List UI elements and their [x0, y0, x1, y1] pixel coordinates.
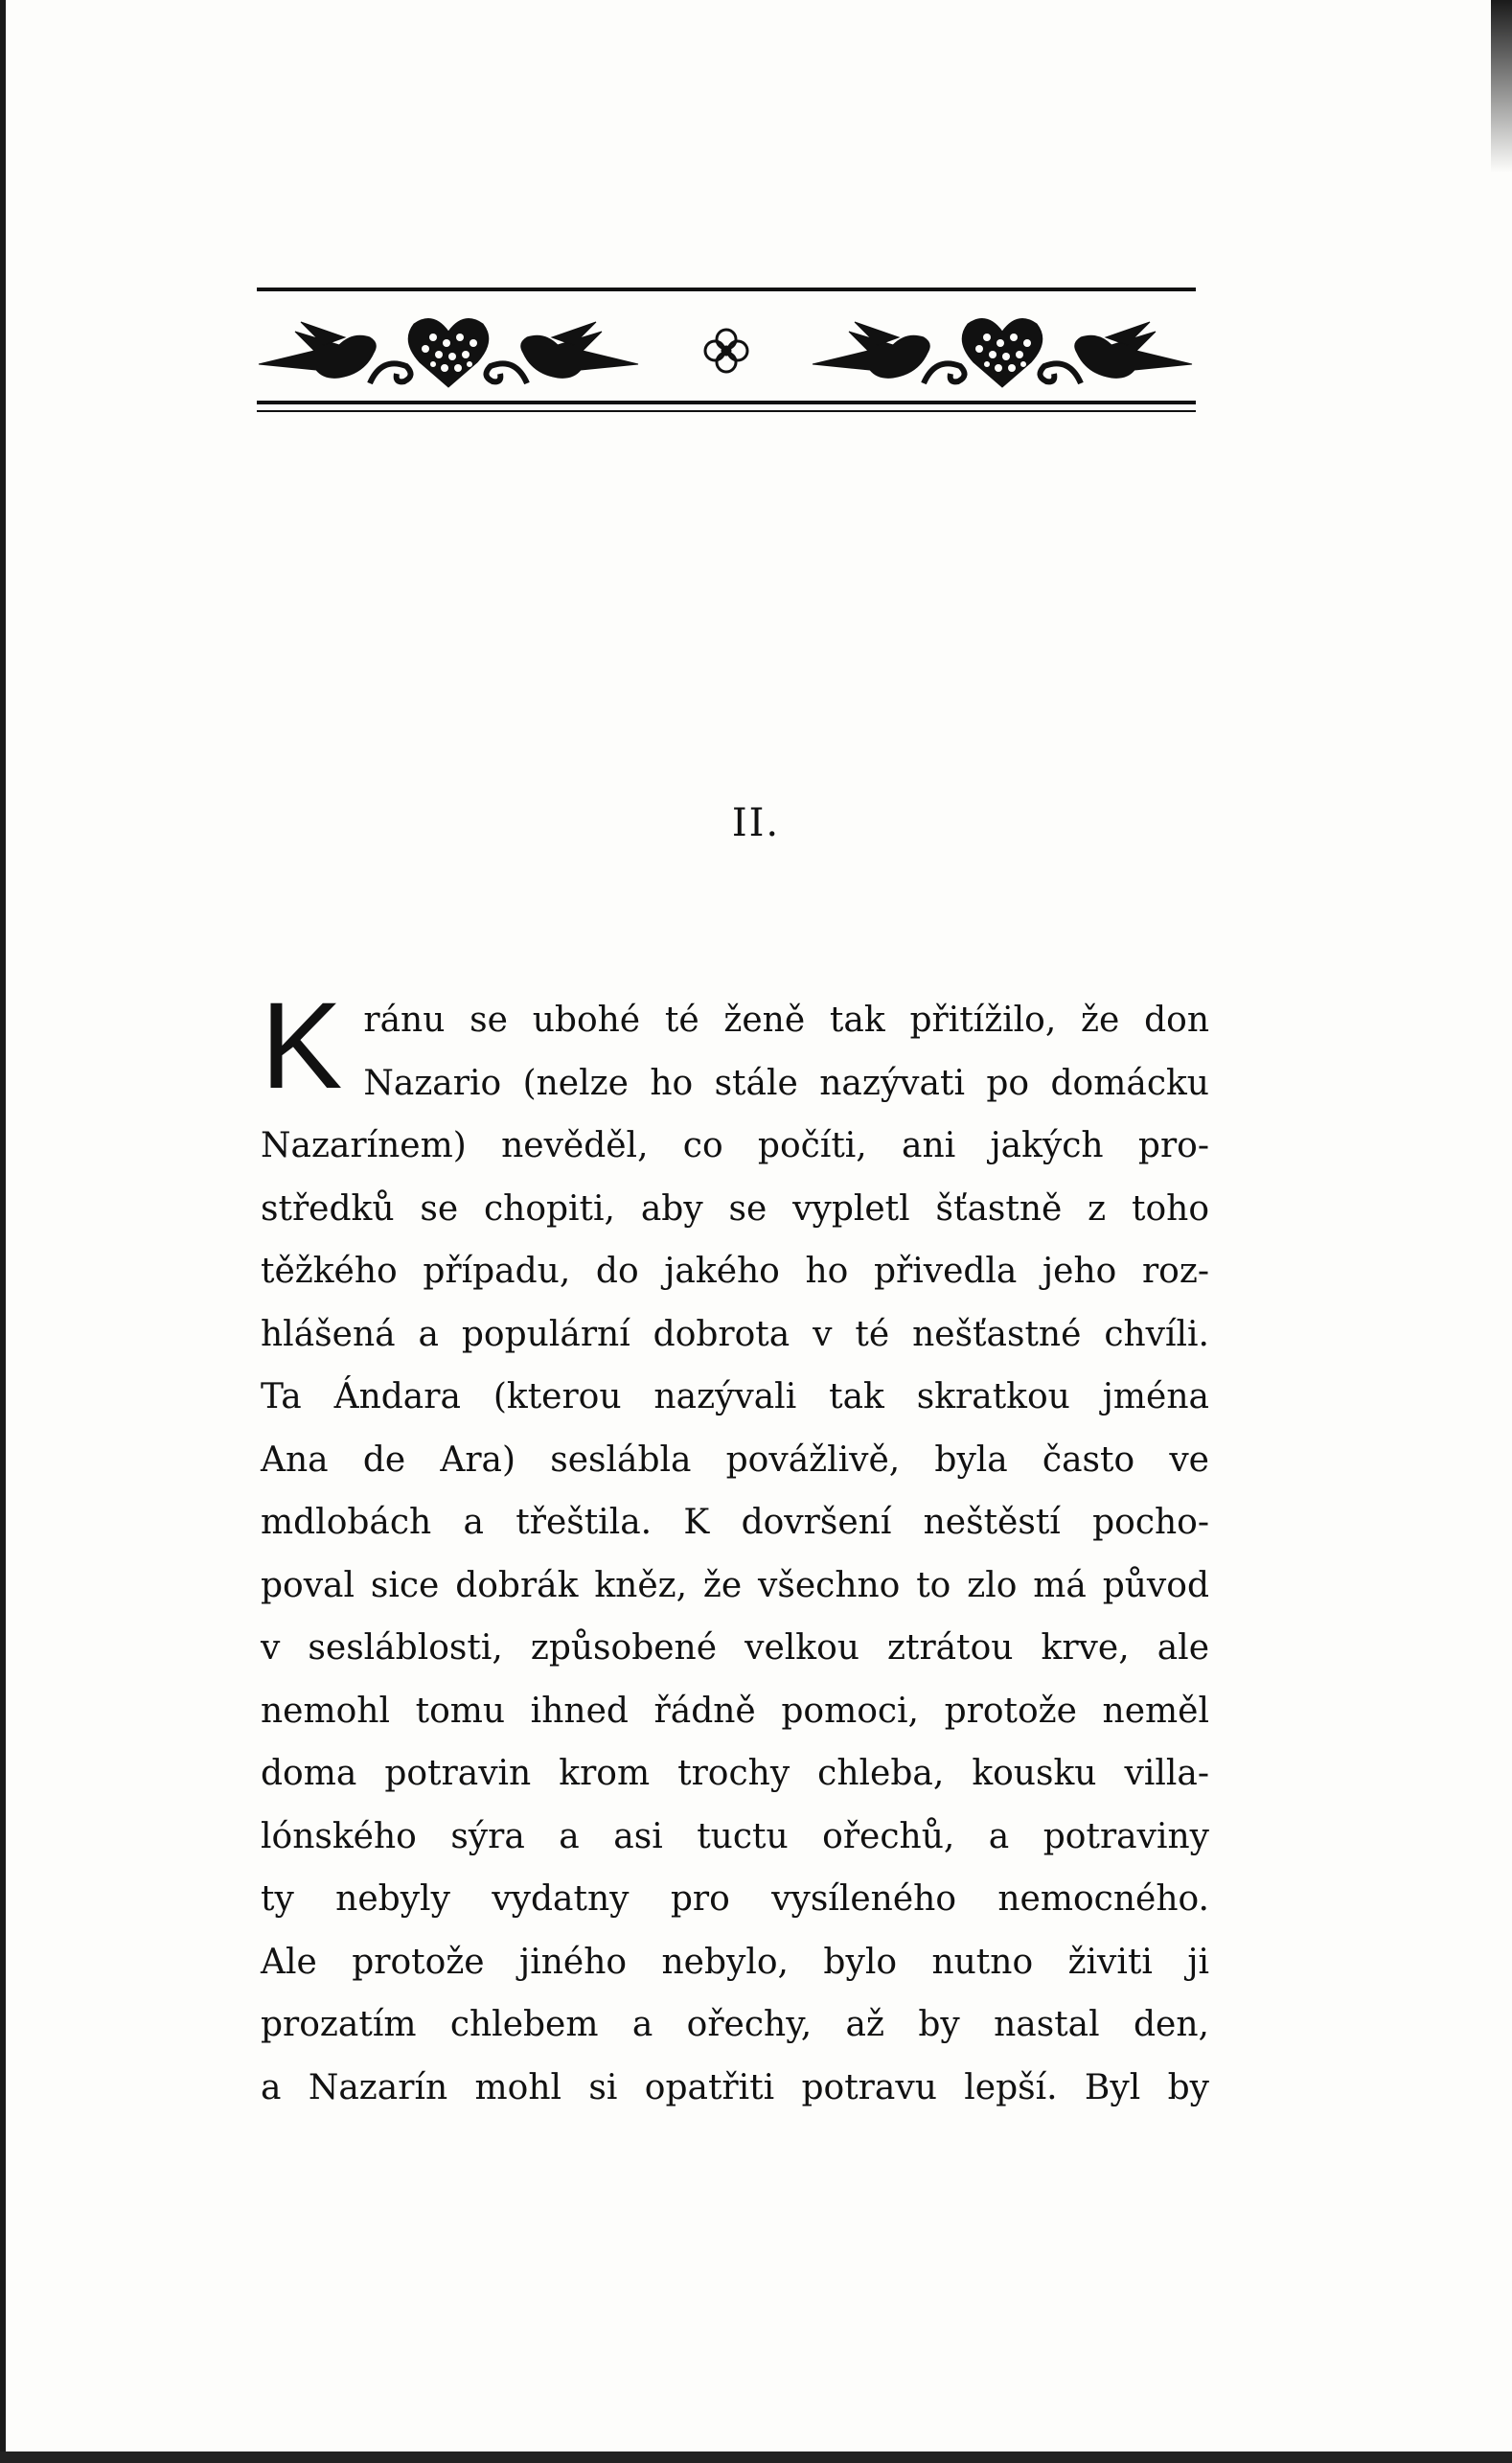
text-line: středků se chopiti, aby se vypletl šťastně z toho	[261, 1188, 1209, 1229]
heart-icon	[408, 319, 489, 387]
header-rule-bottom-thin	[257, 410, 1196, 412]
text-line: nemohl tomu ihned řádně pomoci, protože neměl	[261, 1691, 1209, 1731]
ornament-left-group	[259, 319, 638, 387]
body-text	[261, 989, 1209, 2119]
text-line: prozatím chlebem a ořechy, až by nastal den,	[261, 2005, 1209, 2044]
chapter-number: II.	[731, 801, 781, 845]
header-rule-top	[257, 288, 1196, 291]
text-line: Ale protože jiného nebylo, bylo nutno živiti ji	[261, 1942, 1209, 1982]
page-edge-left	[0, 0, 6, 2463]
text-line: v sesláblosti, způsobené velkou ztrátou krve, ale	[261, 1628, 1209, 1668]
flower-icon	[705, 330, 747, 372]
ornament-right-group	[813, 319, 1192, 387]
text-line: poval sice dobrák kněz, že všechno to zlo má původ	[261, 1565, 1209, 1605]
page-edge-bottom	[0, 2451, 1512, 2463]
text-line: mdlobách a třeštila. K dovršení neštěstí pocho-	[261, 1503, 1209, 1542]
text-line: lónského sýra a asi tuctu ořechů, a potraviny	[261, 1816, 1209, 1856]
drop-cap: K	[261, 989, 343, 1115]
text-line: těžkého případu, do jakého ho přivedla jeho roz-	[261, 1252, 1209, 1291]
text-line: doma potravin krom trochy chleba, kousku villa-	[261, 1754, 1209, 1793]
text-line: hlášená a populární dobrota v té nešťastné chvíli.	[261, 1314, 1209, 1354]
text-line: Ta Ándara (kterou nazývali tak skratkou jména	[261, 1377, 1209, 1416]
header-rule-bottom	[257, 401, 1196, 404]
text-line: Nazarínem) nevěděl, co počíti, ani jakých pro-	[261, 1126, 1209, 1165]
text-line: Ana de Ara) seslábla povážlivě, byla často ve	[261, 1439, 1209, 1480]
text-line: ránu se ubohé té ženě tak přitížilo, že don	[363, 1001, 1209, 1040]
text-line: a Nazarín mohl si opatřiti potravu lepší. Byl by	[261, 2067, 1209, 2107]
page-edge-right	[1491, 0, 1512, 173]
text-line: ty nebyly vydatny pro vysíleného nemocného.	[261, 1879, 1209, 1919]
opening-paragraph	[261, 989, 1209, 1115]
header-ornament	[257, 303, 1196, 399]
text-line: Nazario (nelze ho stále nazývati po domácku	[363, 1063, 1209, 1103]
